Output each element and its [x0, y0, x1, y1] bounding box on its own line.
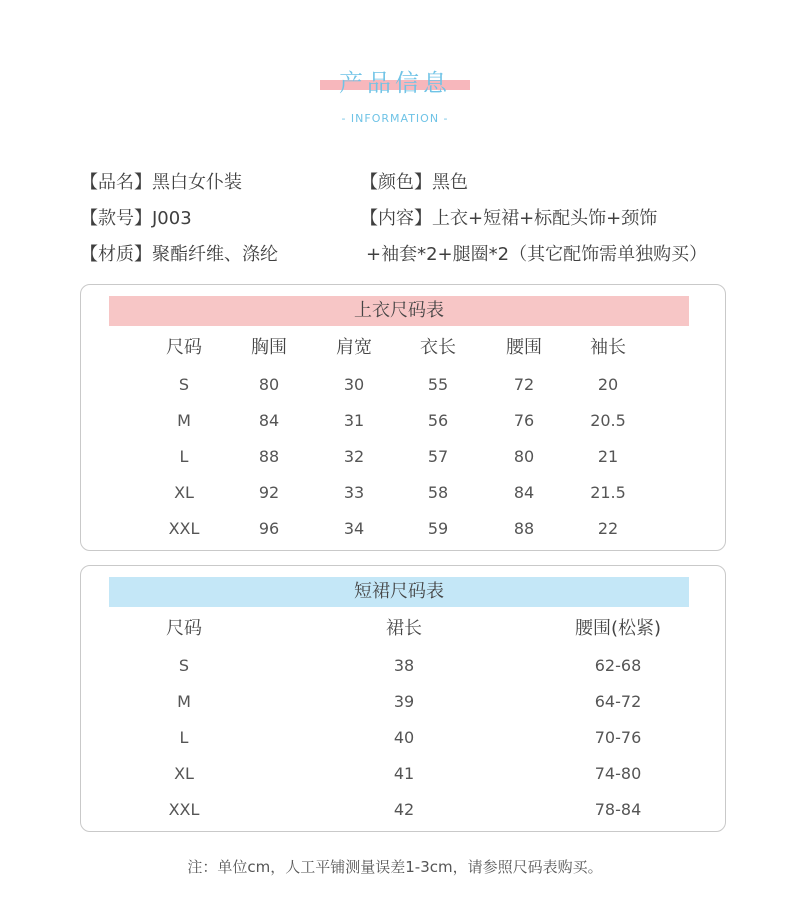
skirt-size-chart [80, 565, 726, 832]
top-size-chart [80, 284, 726, 551]
skirt_table-cell: L [179, 728, 189, 747]
skirt_table-cell: 70-76 [594, 728, 642, 747]
top_table-cell: XL [174, 483, 194, 502]
top_table-cell: 88 [513, 519, 535, 538]
info-name: 【品名】黑白女仆装 [80, 172, 242, 193]
info-contents-continued: +袖套*2+腿圈*2（其它配饰需单独购买） [366, 244, 708, 265]
skirt-size-chart-title: 短裙尺码表 [109, 577, 689, 607]
top_table-cell: 31 [343, 411, 365, 430]
skirt_table-cell: 41 [393, 764, 415, 783]
skirt_table-cell: 74-80 [594, 764, 642, 783]
top_table-cell: 84 [513, 483, 535, 502]
skirt_table-cell: 38 [393, 656, 415, 675]
page-subtitle: - INFORMATION - [341, 112, 449, 125]
skirt_table-column-header: 腰围(松紧) [574, 618, 662, 639]
skirt_table-cell: 40 [393, 728, 415, 747]
top_table-cell: 80 [513, 447, 535, 466]
top_table-cell: 20 [597, 375, 619, 394]
top_table-cell: 33 [343, 483, 365, 502]
top_table-column-header: 衣长 [420, 337, 456, 358]
top_table-cell: 56 [427, 411, 449, 430]
skirt_table-cell: M [177, 692, 191, 711]
top_table-cell: 84 [258, 411, 280, 430]
top_table-column-header: 肩宽 [336, 337, 372, 358]
top_table-cell: 92 [258, 483, 280, 502]
top_table-cell: L [179, 447, 189, 466]
skirt_table-column-header: 尺码 [166, 618, 202, 639]
top_table-cell: 96 [258, 519, 280, 538]
top_table-cell: 88 [258, 447, 280, 466]
top_table-cell: XXL [168, 519, 200, 538]
top_table-column-header: 腰围 [506, 337, 542, 358]
top_table-cell: 55 [427, 375, 449, 394]
top_table-cell: 20.5 [590, 411, 626, 430]
top_table-cell: 21 [597, 447, 619, 466]
page-title: 产品信息 [339, 69, 451, 97]
info-material: 【材质】聚酯纤维、涤纶 [80, 244, 278, 265]
top_table-cell: 59 [427, 519, 449, 538]
skirt_table-cell: 39 [393, 692, 415, 711]
info-color: 【颜色】黑色 [360, 172, 468, 193]
top_table-cell: 58 [427, 483, 449, 502]
skirt_table-cell: XXL [168, 800, 200, 819]
info-model: 【款号】J003 [80, 208, 192, 229]
top_table-column-header: 尺码 [166, 337, 202, 358]
skirt_table-cell: XL [174, 764, 194, 783]
top_table-cell: M [177, 411, 191, 430]
top_table-cell: 21.5 [590, 483, 626, 502]
section-header [0, 66, 790, 136]
skirt_table-cell: 42 [393, 800, 415, 819]
skirt_table-column-header: 裙长 [386, 618, 422, 639]
skirt_table-cell: 62-68 [594, 656, 642, 675]
info-contents: 【内容】上衣+短裙+标配头饰+颈饰 [360, 208, 658, 229]
top_table-column-header: 袖长 [590, 337, 626, 358]
top_table-column-header: 胸围 [251, 337, 287, 358]
top_table-cell: 30 [343, 375, 365, 394]
skirt_table-cell: 64-72 [594, 692, 642, 711]
skirt_table-cell: S [178, 656, 190, 675]
top_table-cell: 32 [343, 447, 365, 466]
top_table-cell: 22 [597, 519, 619, 538]
top_table-cell: 76 [513, 411, 535, 430]
top_table-cell: 34 [343, 519, 365, 538]
top_table-cell: 72 [513, 375, 535, 394]
top_table-cell: 80 [258, 375, 280, 394]
top_table-cell: S [178, 375, 190, 394]
top-size-chart-title: 上衣尺码表 [109, 296, 689, 326]
top_table-cell: 57 [427, 447, 449, 466]
measurement-note: 注：单位cm，人工平铺测量误差1-3cm，请参照尺码表购买。 [187, 858, 603, 876]
skirt_table-cell: 78-84 [594, 800, 642, 819]
